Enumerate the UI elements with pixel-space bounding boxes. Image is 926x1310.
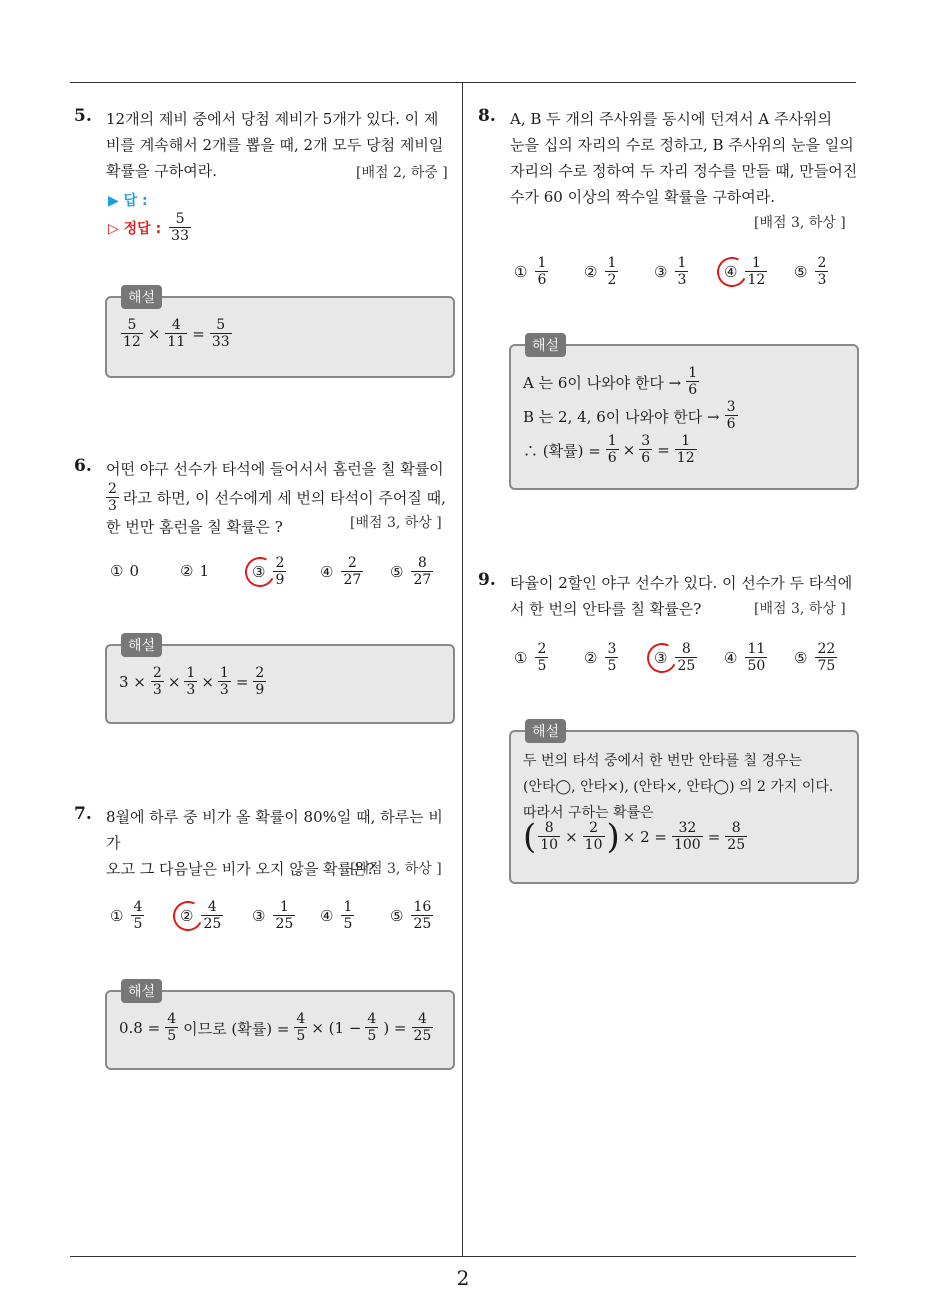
question-number: 8. (478, 106, 496, 126)
explanation-formula: 3 × $\frac{2}{3}$ × $\frac{1}{3}$ × $\frac{1}{3}$ = $\frac{2}{9}$ (119, 665, 265, 698)
choice-1[interactable]: ① $\frac{1}{6}$ (514, 255, 547, 288)
question-8 (478, 106, 862, 236)
score-meta: [배점 3, 하상 ] (350, 861, 442, 877)
explanation-box (105, 638, 455, 724)
question-text-line: 오고 그 다음날은 비가 오지 않을 확률은? (106, 860, 375, 878)
choice-4[interactable]: ④ $\frac{11}{50}$ (724, 641, 766, 674)
explanation-formula: ∴ (확률) = $\frac{1}{6}$ × $\frac{3}{6}$ = $\frac{1}{12}$ (523, 433, 695, 466)
question-number: 9. (478, 570, 496, 590)
question-text-line: 수가 60 이상의 짝수일 확률을 구하여라. (510, 188, 776, 206)
explanation-formula: ( $\frac{8}{10}$ × $\frac{2}{10}$ ) × 2 = $\frac{32}{100}$ = $\frac{8}{25}$ (523, 817, 746, 857)
explanation-tag: 해설 (121, 979, 162, 1003)
choice-2[interactable]: ② $\frac{3}{5}$ (584, 641, 617, 674)
question-number: 5. (74, 106, 92, 126)
explanation-line: B 는 2, 4, 6이 나와야 한다 → $\frac{3}{6}$ (523, 399, 736, 432)
explanation-line: 두 번의 타석 중에서 한 번만 안타를 칠 경우는 (523, 753, 803, 769)
explanation-formula: $\frac{5}{12}$ × $\frac{4}{11}$ = $\frac{5}{33}$ (123, 317, 230, 350)
choice-4-selected[interactable]: ④ $\frac{1}{12}$ (724, 255, 766, 288)
question-text-line: 어떤 야구 선수가 타석에 들어서서 홈런을 칠 확률이 (106, 460, 444, 478)
question-9 (478, 570, 862, 626)
question-number: 7. (74, 804, 92, 824)
choice-5[interactable]: ⑤ $\frac{8}{27}$ (390, 555, 432, 588)
explanation-box (509, 724, 859, 884)
correct-label: ▷ 정답 : (108, 221, 162, 237)
question-text-line: 확률을 구하여라. (106, 162, 217, 180)
explanation-box (105, 984, 455, 1070)
fraction: $\frac{4}{11}$ (167, 317, 186, 350)
bottom-rule (70, 1256, 856, 1257)
question-6 (74, 456, 454, 536)
question-text-line: 서 한 번의 안타를 칠 확률은? (510, 600, 702, 618)
choice-5[interactable]: ⑤ $\frac{2}{3}$ (794, 255, 827, 288)
correct-answer (108, 212, 193, 244)
choice-2-selected[interactable]: ② $\frac{4}{25}$ (180, 899, 222, 932)
question-text-line: 눈을 십의 자리의 수로 정하고, B 주사위의 눈을 일의 (510, 136, 854, 154)
question-number: 6. (74, 456, 92, 476)
score-meta: [배점 3, 하상 ] (754, 215, 846, 231)
answer-label: ▶ 답 : (108, 193, 148, 209)
page-number: 2 (456, 1266, 470, 1290)
explanation-tag: 해설 (121, 285, 162, 309)
column-separator (462, 82, 463, 1256)
explanation-tag: 해설 (525, 719, 566, 743)
score-meta: [배점 2, 하중 ] (356, 165, 448, 181)
top-rule (70, 82, 856, 83)
score-meta: [배점 3, 하상 ] (754, 601, 846, 617)
question-text-line: 12개의 제비 중에서 당첨 제비가 5개가 있다. 이 제 (106, 110, 439, 128)
question-text-line: 한 번만 홈런을 칠 확률은 ? (106, 518, 283, 536)
score-meta: [배점 3, 하상 ] (350, 515, 442, 531)
choice-4[interactable]: ④ $\frac{1}{5}$ (320, 899, 353, 932)
question-text-line: 자리의 수로 정하여 두 자리 정수를 만들 때, 만들어진 (510, 162, 858, 180)
explanation-box (105, 290, 455, 378)
fraction: $\frac{2}{3}$ (108, 481, 117, 514)
explanation-box (509, 338, 859, 490)
fraction: $\frac{5}{12}$ (123, 317, 141, 350)
question-7 (74, 804, 454, 884)
choice-3-selected[interactable]: ③ $\frac{2}{9}$ (252, 555, 285, 588)
choice-5[interactable]: ⑤ $\frac{16}{25}$ (390, 899, 432, 932)
question-text-line: A, B 두 개의 주사위를 동시에 던져서 A 주사위의 (510, 110, 832, 128)
choice-4[interactable]: ④ $\frac{2}{27}$ (320, 555, 362, 588)
choice-1[interactable]: ① 0 (110, 562, 139, 580)
explanation-line: 따라서 구하는 확률은 (523, 805, 654, 821)
fraction: $\frac{5}{33}$ (171, 211, 189, 244)
choice-1[interactable]: ① $\frac{2}{5}$ (514, 641, 547, 674)
fraction: $\frac{5}{33}$ (211, 317, 230, 350)
explanation-formula: 0.8 = $\frac{4}{5}$ 이므로 (확률) = $\frac{4}{5}$ × (1 − $\frac{4}{5}$ ) = $\frac{4}{25}$ (119, 1011, 432, 1044)
choice-3-selected[interactable]: ③ $\frac{8}{25}$ (654, 641, 696, 674)
explanation-tag: 해설 (525, 333, 566, 357)
choice-3[interactable]: ③ $\frac{1}{3}$ (654, 255, 687, 288)
explanation-line: A 는 6이 나와야 한다 → $\frac{1}{6}$ (523, 365, 698, 398)
explanation-line: (안타◯, 안타×), (안타×, 안타◯) 의 2 가지 이다. (523, 779, 834, 795)
question-text-line: 8월에 하루 중 비가 올 확률이 80%일 때, 하루는 비가 (106, 808, 443, 852)
question-text-line: 비를 계속해서 2개를 뽑을 때, 2개 모두 당첨 제비일 (106, 136, 444, 154)
choice-1[interactable]: ① $\frac{4}{5}$ (110, 899, 143, 932)
choice-2[interactable]: ② $\frac{1}{2}$ (584, 255, 617, 288)
question-text-line: 라고 하면, 이 선수에게 세 번의 타석이 주어질 때, (122, 489, 446, 507)
question-text-line: 타율이 2할인 야구 선수가 있다. 이 선수가 두 타석에 (510, 574, 853, 592)
choice-5[interactable]: ⑤ $\frac{22}{75}$ (794, 641, 836, 674)
choice-2[interactable]: ② 1 (180, 562, 209, 580)
explanation-tag: 해설 (121, 633, 162, 657)
choice-3[interactable]: ③ $\frac{1}{25}$ (252, 899, 294, 932)
